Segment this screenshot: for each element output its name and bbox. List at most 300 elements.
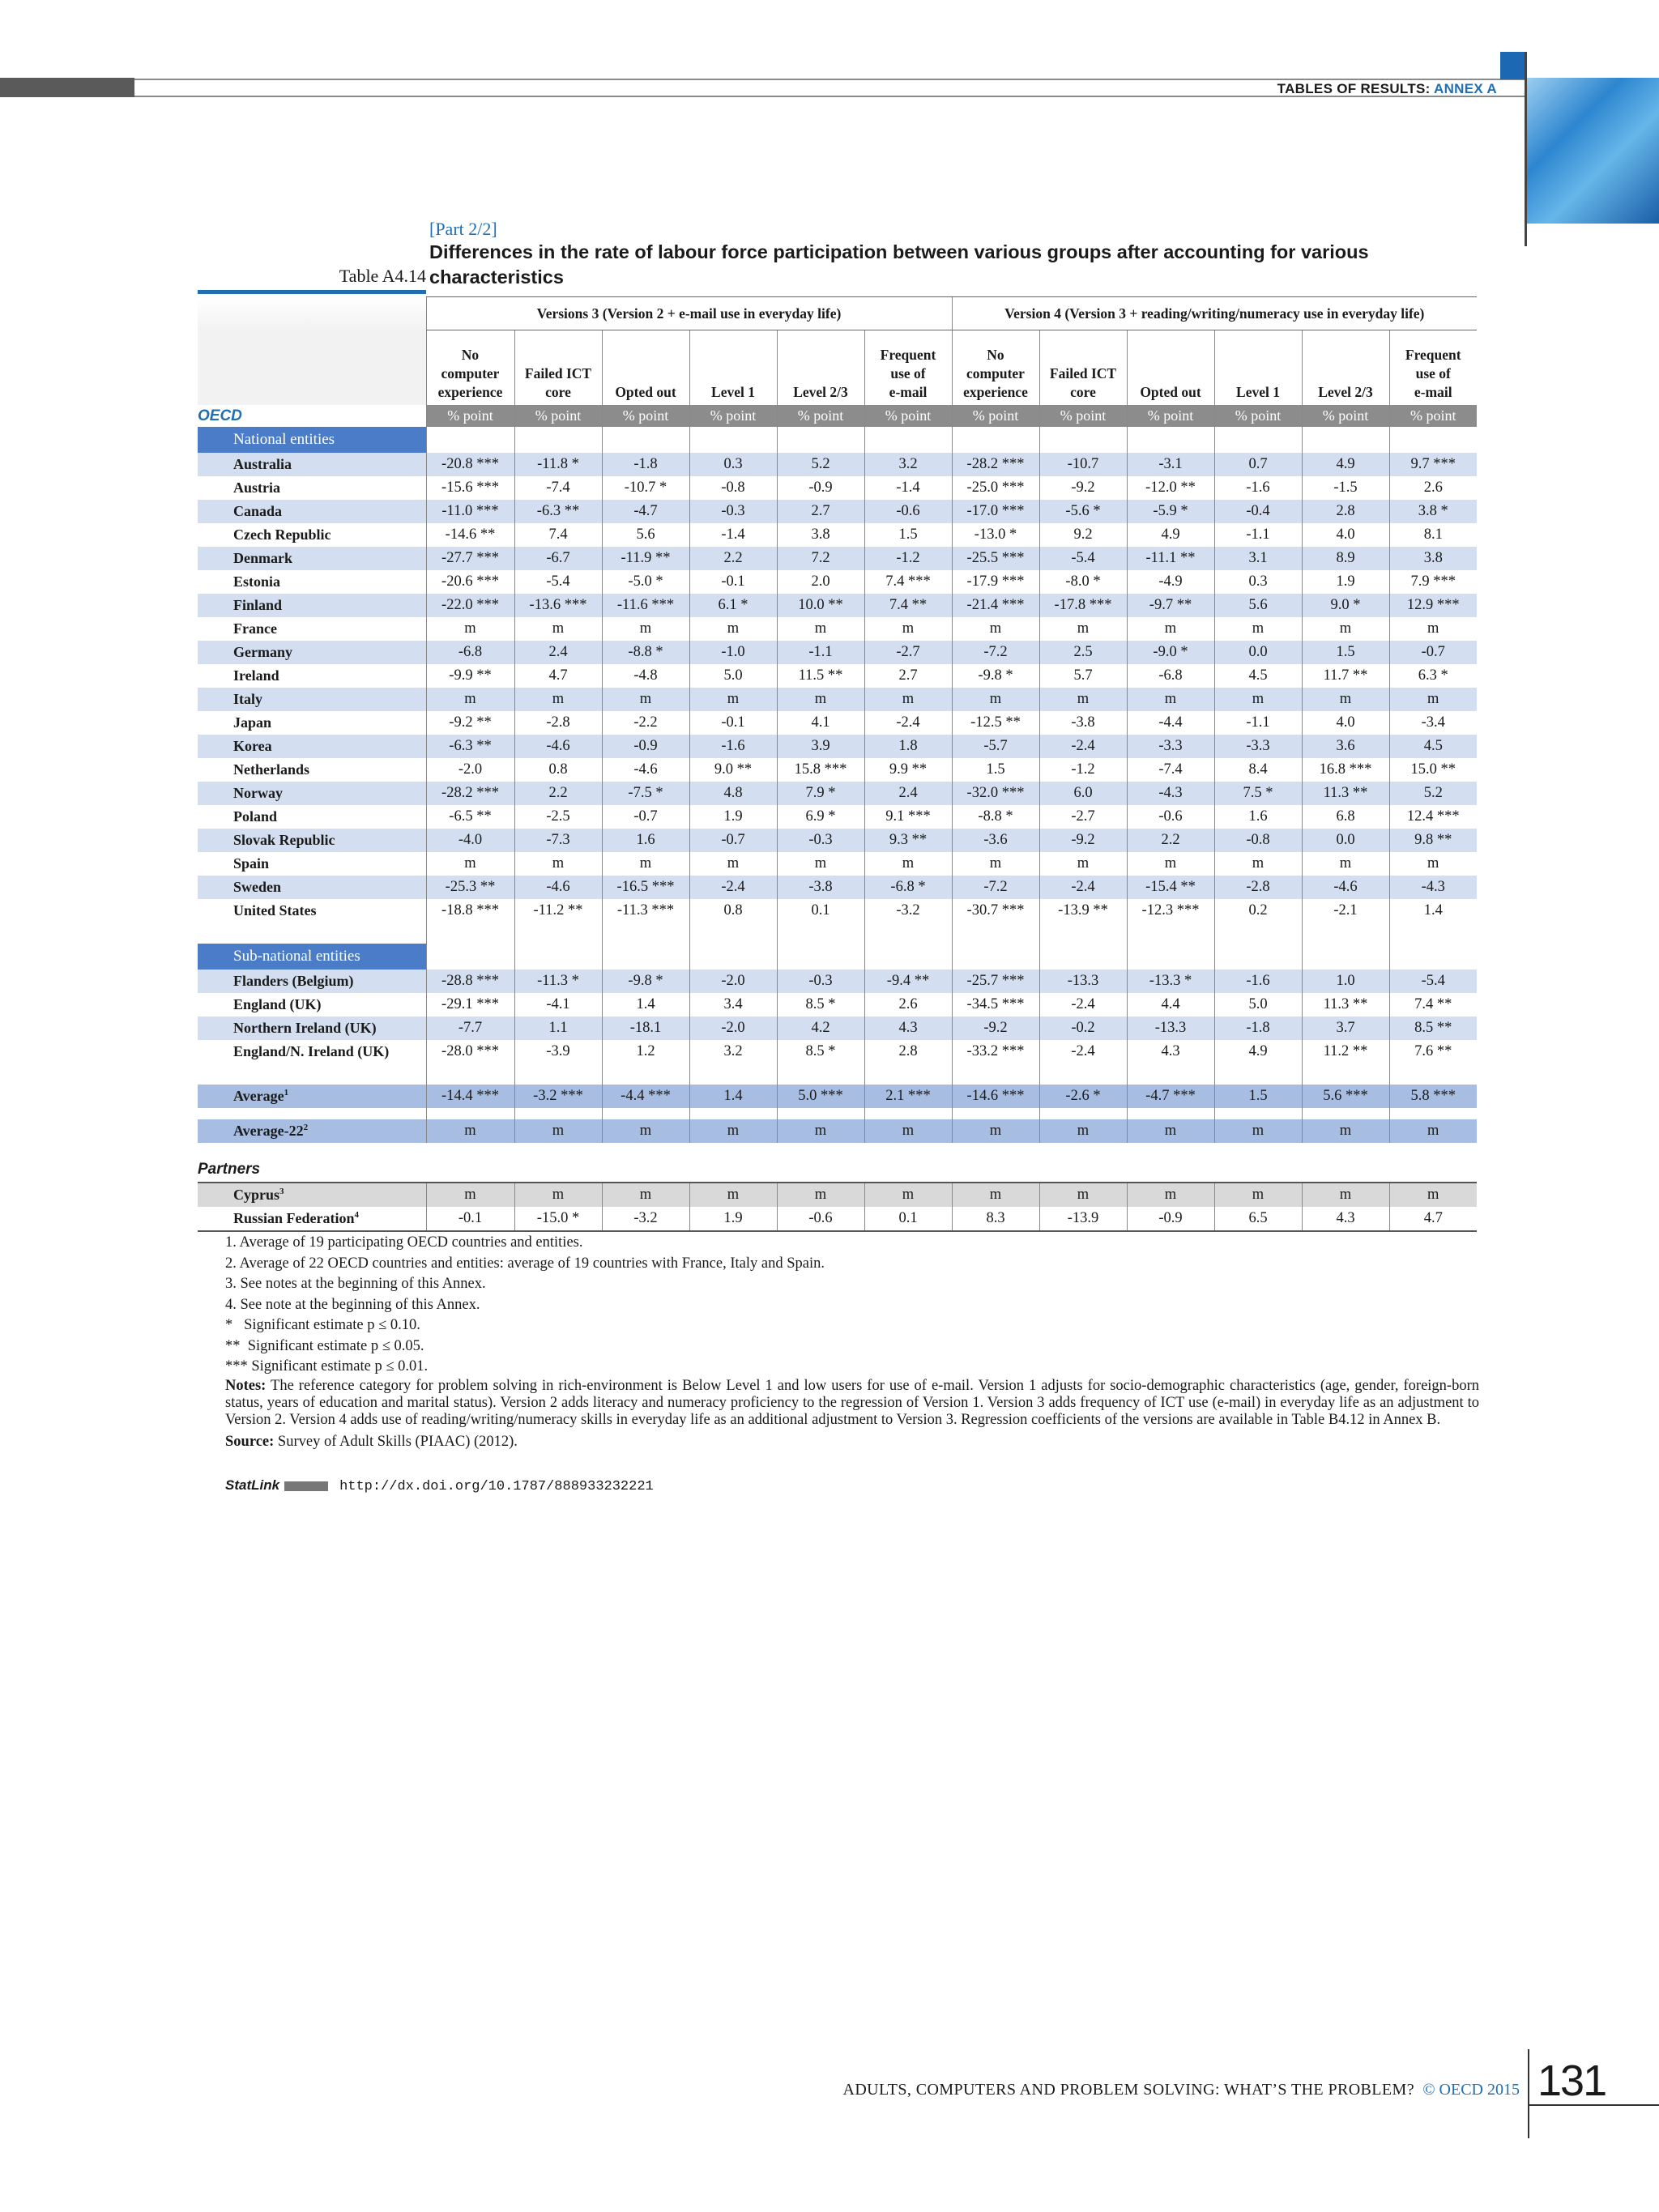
row-label-text: England (UK) xyxy=(233,996,322,1012)
table-cell: -6.8 * xyxy=(864,876,952,899)
table-row xyxy=(198,852,1477,876)
table-cell: -9.2 ** xyxy=(426,711,514,735)
row-label-text: Australia xyxy=(233,456,292,472)
notes-paragraph xyxy=(225,1378,1479,1429)
unit-cell: % point xyxy=(1389,405,1477,427)
column-header-line: computer xyxy=(441,365,500,381)
table-cell: 2.0 xyxy=(777,570,864,594)
table-cell: 12.4 *** xyxy=(1389,805,1477,829)
table-cell: 5.6 xyxy=(1214,594,1302,617)
table-cell: -0.7 xyxy=(1389,641,1477,664)
row-label xyxy=(198,617,426,641)
notes-label: Notes: xyxy=(225,1377,267,1394)
table-cell: m xyxy=(1039,852,1127,876)
column-header-line: Level 2/3 xyxy=(1318,384,1373,400)
table-cell: m xyxy=(1039,688,1127,711)
table-cell: 0.1 xyxy=(777,899,864,923)
footnote-marker: 1 xyxy=(284,1088,289,1097)
table-cell: 1.5 xyxy=(952,758,1039,782)
table-cell: m xyxy=(1302,1183,1389,1207)
table-cell: -7.4 xyxy=(514,476,602,500)
table-cell: -1.1 xyxy=(777,641,864,664)
table-cell: 2.8 xyxy=(864,1040,952,1063)
table-cell: 3.8 xyxy=(777,523,864,547)
row-label xyxy=(198,1085,426,1108)
table-cell: m xyxy=(1302,852,1389,876)
row-label xyxy=(198,664,426,688)
unit-cell: % point xyxy=(1302,405,1389,427)
significance-note-2: ** Significant estimate p ≤ 0.05. xyxy=(225,1337,424,1354)
table-cell: 5.0 *** xyxy=(777,1085,864,1108)
footnote-3: 3. See notes at the beginning of this Annex. xyxy=(225,1276,486,1292)
table-cell: -25.3 ** xyxy=(426,876,514,899)
header-section: TABLES OF RESULTS: xyxy=(1277,81,1431,96)
column-header xyxy=(514,330,602,406)
table-cell: m xyxy=(689,1183,777,1207)
column-header-line: No xyxy=(461,347,480,363)
table-cell: m xyxy=(1039,1119,1127,1143)
row-label-text: Netherlands xyxy=(233,761,309,778)
table-cell: 16.8 *** xyxy=(1302,758,1389,782)
table-cell: -9.2 xyxy=(952,1016,1039,1040)
row-label xyxy=(198,758,426,782)
table-row xyxy=(198,1207,1477,1231)
table-cell: 0.8 xyxy=(514,758,602,782)
table-cell: -11.6 *** xyxy=(602,594,689,617)
table-cell: 3.7 xyxy=(1302,1016,1389,1040)
table-cell: -4.7 *** xyxy=(1127,1085,1214,1108)
table-cell: -4.7 xyxy=(602,500,689,523)
section-row xyxy=(198,944,1477,970)
table-row xyxy=(198,617,1477,641)
table-cell: -2.6 * xyxy=(1039,1085,1127,1108)
table-cell: 4.3 xyxy=(1302,1207,1389,1231)
table-cell: m xyxy=(1127,688,1214,711)
table-cell: m xyxy=(864,1119,952,1143)
table-cell: 5.2 xyxy=(777,453,864,476)
row-label-text: Canada xyxy=(233,503,283,519)
table-cell: 0.3 xyxy=(689,453,777,476)
table-cell: 8.1 xyxy=(1389,523,1477,547)
column-header-row xyxy=(198,330,1477,406)
table-cell: -4.3 xyxy=(1127,782,1214,805)
table-part: [Part 2/2] xyxy=(429,219,497,239)
table-cell: 1.4 xyxy=(602,993,689,1016)
table-cell: 10.0 ** xyxy=(777,594,864,617)
table-cell: 5.0 xyxy=(689,664,777,688)
table-cell: -9.4 ** xyxy=(864,970,952,993)
table-cell: -1.1 xyxy=(1214,523,1302,547)
spacer-row xyxy=(198,923,1477,944)
table-cell: 4.9 xyxy=(1214,1040,1302,1063)
table-cell: -11.8 * xyxy=(514,453,602,476)
column-header-line: Failed ICT xyxy=(524,365,592,381)
table-cell: m xyxy=(602,1183,689,1207)
spacer-row xyxy=(198,1108,1477,1119)
table-cell: -1.5 xyxy=(1302,476,1389,500)
column-header xyxy=(1302,330,1389,406)
footnote-marker: 4 xyxy=(354,1210,360,1220)
unit-row xyxy=(198,405,1477,427)
column-header xyxy=(1039,330,1127,406)
table-cell: -2.0 xyxy=(689,970,777,993)
table-cell: -8.0 * xyxy=(1039,570,1127,594)
notes-text: The reference category for problem solving in rich-environment is Below Level 1 and low users for use of e-mail. Version 1 adjusts for socio-demographic characteristics (age, gender, foreign-born status, years of education and marital status). Version 2 adds literacy and numeracy proficiency to the regression of Version 1. Version 3 adds frequency of ICT use (e-mail) in everyday life as an adjustment to Version 2. Version 4 adds use of reading/writing/numeracy skills in everyday life as an additional adjustment to Version 3. Regression coefficients of the versions are available in Table B4.12 in Annex B. xyxy=(225,1377,1479,1428)
table-cell: 6.1 * xyxy=(689,594,777,617)
table-cell: 4.7 xyxy=(514,664,602,688)
table-row xyxy=(198,1183,1477,1207)
table-cell: -12.0 ** xyxy=(1127,476,1214,500)
table-cell: -0.7 xyxy=(689,829,777,852)
significance-note-1: * Significant estimate p ≤ 0.10. xyxy=(225,1317,420,1333)
table-cell: 5.0 xyxy=(1214,993,1302,1016)
column-header-line: Failed ICT xyxy=(1049,365,1117,381)
table-cell: -16.5 *** xyxy=(602,876,689,899)
table-cell: -9.0 * xyxy=(1127,641,1214,664)
partners-label: Partners xyxy=(198,1161,261,1178)
table-cell: 1.6 xyxy=(1214,805,1302,829)
table-cell: -11.3 *** xyxy=(602,899,689,923)
row-label xyxy=(198,805,426,829)
footnotes xyxy=(225,1233,1479,1452)
table-cell: -4.6 xyxy=(514,876,602,899)
statlink-url[interactable]: http://dx.doi.org/10.1787/888933232221 xyxy=(339,1479,654,1494)
table-cell: -7.7 xyxy=(426,1016,514,1040)
table-cell: m xyxy=(1039,617,1127,641)
table-cell: 3.2 xyxy=(864,453,952,476)
source-label: Source: xyxy=(225,1433,275,1450)
table-cell: m xyxy=(426,617,514,641)
table-cell: 4.0 xyxy=(1302,711,1389,735)
table-cell: m xyxy=(514,617,602,641)
table-cell: m xyxy=(602,617,689,641)
significance-note-3: *** Significant estimate p ≤ 0.01. xyxy=(225,1358,429,1375)
table-cell: 1.4 xyxy=(689,1085,777,1108)
column-header-line: use of xyxy=(890,365,926,381)
table-cell: -1.2 xyxy=(864,547,952,570)
row-label xyxy=(198,829,426,852)
table-cell: -0.3 xyxy=(777,829,864,852)
table-cell: -6.7 xyxy=(514,547,602,570)
column-header-line: e-mail xyxy=(889,384,928,400)
table-cell: m xyxy=(1389,1119,1477,1143)
table-cell: 9.7 *** xyxy=(1389,453,1477,476)
table-cell: 9.1 *** xyxy=(864,805,952,829)
row-label-text: Average xyxy=(233,1088,284,1104)
table-cell: -7.2 xyxy=(952,876,1039,899)
table-cell: -1.6 xyxy=(1214,970,1302,993)
table-cell: 4.5 xyxy=(1214,664,1302,688)
column-header-line: Level 2/3 xyxy=(793,384,848,400)
table-title: Differences in the rate of labour force participation between various groups after accounting for various characteristics xyxy=(429,241,1369,288)
column-header xyxy=(952,330,1039,406)
row-label-text: Estonia xyxy=(233,573,281,590)
table-cell: -10.7 xyxy=(1039,453,1127,476)
table-cell: -3.6 xyxy=(952,829,1039,852)
table-cell: 2.2 xyxy=(514,782,602,805)
table-cell: -13.9 ** xyxy=(1039,899,1127,923)
column-header-line: Level 1 xyxy=(1236,384,1280,400)
table-cell: -6.8 xyxy=(1127,664,1214,688)
table-cell: 1.5 xyxy=(1302,641,1389,664)
table-cell: 1.6 xyxy=(602,829,689,852)
table-cell: -29.1 *** xyxy=(426,993,514,1016)
table-cell: m xyxy=(1302,617,1389,641)
row-label xyxy=(198,523,426,547)
unit-cell: % point xyxy=(1214,405,1302,427)
table-cell: -0.1 xyxy=(426,1207,514,1231)
row-label xyxy=(198,570,426,594)
table-row xyxy=(198,500,1477,523)
table-cell: -18.8 *** xyxy=(426,899,514,923)
table-cell: -17.9 *** xyxy=(952,570,1039,594)
table-cell: -0.9 xyxy=(602,735,689,758)
table-cell: m xyxy=(777,688,864,711)
table-cell: 2.4 xyxy=(514,641,602,664)
table-cell: -5.0 * xyxy=(602,570,689,594)
column-header xyxy=(426,330,514,406)
table-cell: -25.7 *** xyxy=(952,970,1039,993)
row-label xyxy=(198,1119,426,1143)
table-cell: -8.8 * xyxy=(602,641,689,664)
table-cell: -12.3 *** xyxy=(1127,899,1214,923)
column-header-line: No xyxy=(987,347,1004,363)
table-cell: -9.9 ** xyxy=(426,664,514,688)
row-label-text: Norway xyxy=(233,785,283,801)
table-row xyxy=(198,1119,1477,1143)
table-cell: -25.5 *** xyxy=(952,547,1039,570)
row-label xyxy=(198,453,426,476)
table-cell: -0.3 xyxy=(777,970,864,993)
table-cell: -1.6 xyxy=(1214,476,1302,500)
row-label xyxy=(198,1016,426,1040)
table-cell: 8.9 xyxy=(1302,547,1389,570)
table-cell: 5.8 *** xyxy=(1389,1085,1477,1108)
row-label-text: Flanders (Belgium) xyxy=(233,973,354,989)
table-row xyxy=(198,641,1477,664)
table-cell: 15.0 ** xyxy=(1389,758,1477,782)
table-cell: m xyxy=(1302,688,1389,711)
table-cell: -18.1 xyxy=(602,1016,689,1040)
row-label xyxy=(198,476,426,500)
table-cell: -0.1 xyxy=(689,570,777,594)
table-cell: -1.2 xyxy=(1039,758,1127,782)
table-cell: -13.3 * xyxy=(1127,970,1214,993)
table-cell: m xyxy=(1389,688,1477,711)
table-cell: -15.4 ** xyxy=(1127,876,1214,899)
table-label-bar xyxy=(198,290,426,294)
table-cell: 4.0 xyxy=(1302,523,1389,547)
table-cell: -2.0 xyxy=(689,1016,777,1040)
table-cell: -4.3 xyxy=(1389,876,1477,899)
table-cell: 2.2 xyxy=(689,547,777,570)
table-cell: -21.4 *** xyxy=(952,594,1039,617)
table-cell: 3.6 xyxy=(1302,735,1389,758)
unit-cell: % point xyxy=(777,405,864,427)
table-cell: 4.9 xyxy=(1302,453,1389,476)
row-label-text: France xyxy=(233,620,277,637)
table-cell: -5.4 xyxy=(1039,547,1127,570)
table-cell: -13.3 xyxy=(1127,1016,1214,1040)
row-label-text: Poland xyxy=(233,808,278,825)
table-row xyxy=(198,782,1477,805)
table-cell: -4.1 xyxy=(514,993,602,1016)
spacer-row xyxy=(198,1063,1477,1085)
table-cell: m xyxy=(1127,1183,1214,1207)
table-cell: m xyxy=(952,688,1039,711)
table-cell: 1.9 xyxy=(689,1207,777,1231)
table-cell: m xyxy=(1214,688,1302,711)
row-label-text: Slovak Republic xyxy=(233,832,335,848)
footnote-4: 4. See note at the beginning of this Annex. xyxy=(225,1296,480,1313)
table-cell: -14.4 *** xyxy=(426,1085,514,1108)
row-label xyxy=(198,641,426,664)
table-cell: 7.6 ** xyxy=(1389,1040,1477,1063)
table-row xyxy=(198,829,1477,852)
table-cell: m xyxy=(426,1119,514,1143)
column-header xyxy=(1214,330,1302,406)
table-cell: -2.4 xyxy=(1039,993,1127,1016)
table-cell: 9.8 ** xyxy=(1389,829,1477,852)
row-label xyxy=(198,1207,426,1231)
column-header-line: Frequent xyxy=(880,347,936,363)
source-line xyxy=(225,1432,1479,1453)
table-cell: m xyxy=(1214,617,1302,641)
table-cell: -9.8 * xyxy=(602,970,689,993)
table-cell: m xyxy=(1389,852,1477,876)
table-cell: m xyxy=(1389,1183,1477,1207)
table-cell: -5.4 xyxy=(1389,970,1477,993)
table-cell: 5.6 xyxy=(602,523,689,547)
table-cell: -34.5 *** xyxy=(952,993,1039,1016)
table-cell: -11.2 ** xyxy=(514,899,602,923)
table-cell: 1.2 xyxy=(602,1040,689,1063)
subnational-entities-label: Sub-national entities xyxy=(198,944,426,970)
row-label-text: Denmark xyxy=(233,550,292,566)
table-cell: 7.4 ** xyxy=(864,594,952,617)
table-cell: -3.1 xyxy=(1127,453,1214,476)
table-cell: -13.0 * xyxy=(952,523,1039,547)
table-cell: 8.3 xyxy=(952,1207,1039,1231)
table-cell: -3.8 xyxy=(1039,711,1127,735)
table-cell: m xyxy=(777,852,864,876)
table-cell: -3.2 xyxy=(602,1207,689,1231)
column-header-line: computer xyxy=(966,365,1025,381)
table-cell: -25.0 *** xyxy=(952,476,1039,500)
table-cell: -3.3 xyxy=(1127,735,1214,758)
table-cell: 6.9 * xyxy=(777,805,864,829)
table-cell: -7.2 xyxy=(952,641,1039,664)
table-label: Table A4.14 xyxy=(339,266,426,286)
table-cell: -0.6 xyxy=(777,1207,864,1231)
table-cell: 4.3 xyxy=(864,1016,952,1040)
header-rule xyxy=(134,79,1529,80)
table-cell: -0.8 xyxy=(1214,829,1302,852)
table-cell: -5.7 xyxy=(952,735,1039,758)
table-cell: m xyxy=(689,688,777,711)
table-cell: 1.0 xyxy=(1302,970,1389,993)
table-cell: 0.7 xyxy=(1214,453,1302,476)
unit-cell: % point xyxy=(1039,405,1127,427)
table-cell: m xyxy=(864,688,952,711)
column-header xyxy=(777,330,864,406)
table-cell: 11.3 ** xyxy=(1302,782,1389,805)
table-cell: -4.8 xyxy=(602,664,689,688)
table-cell: m xyxy=(952,1119,1039,1143)
table-row xyxy=(198,453,1477,476)
table-cell: -9.2 xyxy=(1039,476,1127,500)
table-cell: -0.6 xyxy=(1127,805,1214,829)
table-cell: -0.3 xyxy=(689,500,777,523)
table-cell: -4.4 *** xyxy=(602,1085,689,1108)
table-cell: -1.4 xyxy=(689,523,777,547)
table-cell: -2.4 xyxy=(864,711,952,735)
table-cell: -6.3 ** xyxy=(426,735,514,758)
column-header-line: Opted out xyxy=(1140,384,1201,400)
table-cell: -3.2 *** xyxy=(514,1085,602,1108)
table-cell: 1.4 xyxy=(1389,899,1477,923)
row-label-text: Germany xyxy=(233,644,292,660)
table-cell: -7.5 * xyxy=(602,782,689,805)
table-cell: 9.0 ** xyxy=(689,758,777,782)
row-label xyxy=(198,852,426,876)
table-cell: 7.4 ** xyxy=(1389,993,1477,1016)
table-cell: 7.9 * xyxy=(777,782,864,805)
table-cell: m xyxy=(864,617,952,641)
table-cell: -13.6 *** xyxy=(514,594,602,617)
table-cell: -6.3 ** xyxy=(514,500,602,523)
row-label xyxy=(198,970,426,993)
table-cell: 3.2 xyxy=(689,1040,777,1063)
table-cell: -17.0 *** xyxy=(952,500,1039,523)
row-label-text: Japan xyxy=(233,714,272,731)
table-cell: 4.3 xyxy=(1127,1040,1214,1063)
row-label xyxy=(198,735,426,758)
table-cell: -11.1 ** xyxy=(1127,547,1214,570)
table-cell: m xyxy=(514,852,602,876)
table-cell: -2.1 xyxy=(1302,899,1389,923)
unit-cell: % point xyxy=(1127,405,1214,427)
table-cell: m xyxy=(777,617,864,641)
table-row xyxy=(198,970,1477,993)
table-row xyxy=(198,547,1477,570)
table-cell: -32.0 *** xyxy=(952,782,1039,805)
table-cell: 9.9 ** xyxy=(864,758,952,782)
table-row xyxy=(198,735,1477,758)
header-decorative-image xyxy=(1525,78,1659,224)
table-cell: 9.2 xyxy=(1039,523,1127,547)
table-cell: -14.6 ** xyxy=(426,523,514,547)
table-cell: 12.9 *** xyxy=(1389,594,1477,617)
table-cell: m xyxy=(952,1183,1039,1207)
unit-cell: % point xyxy=(426,405,514,427)
table-row xyxy=(198,876,1477,899)
table-cell: 3.9 xyxy=(777,735,864,758)
table-cell: 6.5 xyxy=(1214,1207,1302,1231)
column-header-line: Level 1 xyxy=(711,384,755,400)
row-label xyxy=(198,500,426,523)
table-cell: m xyxy=(1302,1119,1389,1143)
table-cell: 5.7 xyxy=(1039,664,1127,688)
table-cell: -11.3 * xyxy=(514,970,602,993)
table-cell: m xyxy=(602,688,689,711)
page-number: 131 xyxy=(1537,2056,1606,2105)
table-cell: m xyxy=(426,852,514,876)
row-label-text: Sweden xyxy=(233,879,282,895)
table-cell: 11.7 ** xyxy=(1302,664,1389,688)
table-cell: -3.9 xyxy=(514,1040,602,1063)
table-cell: -1.1 xyxy=(1214,711,1302,735)
